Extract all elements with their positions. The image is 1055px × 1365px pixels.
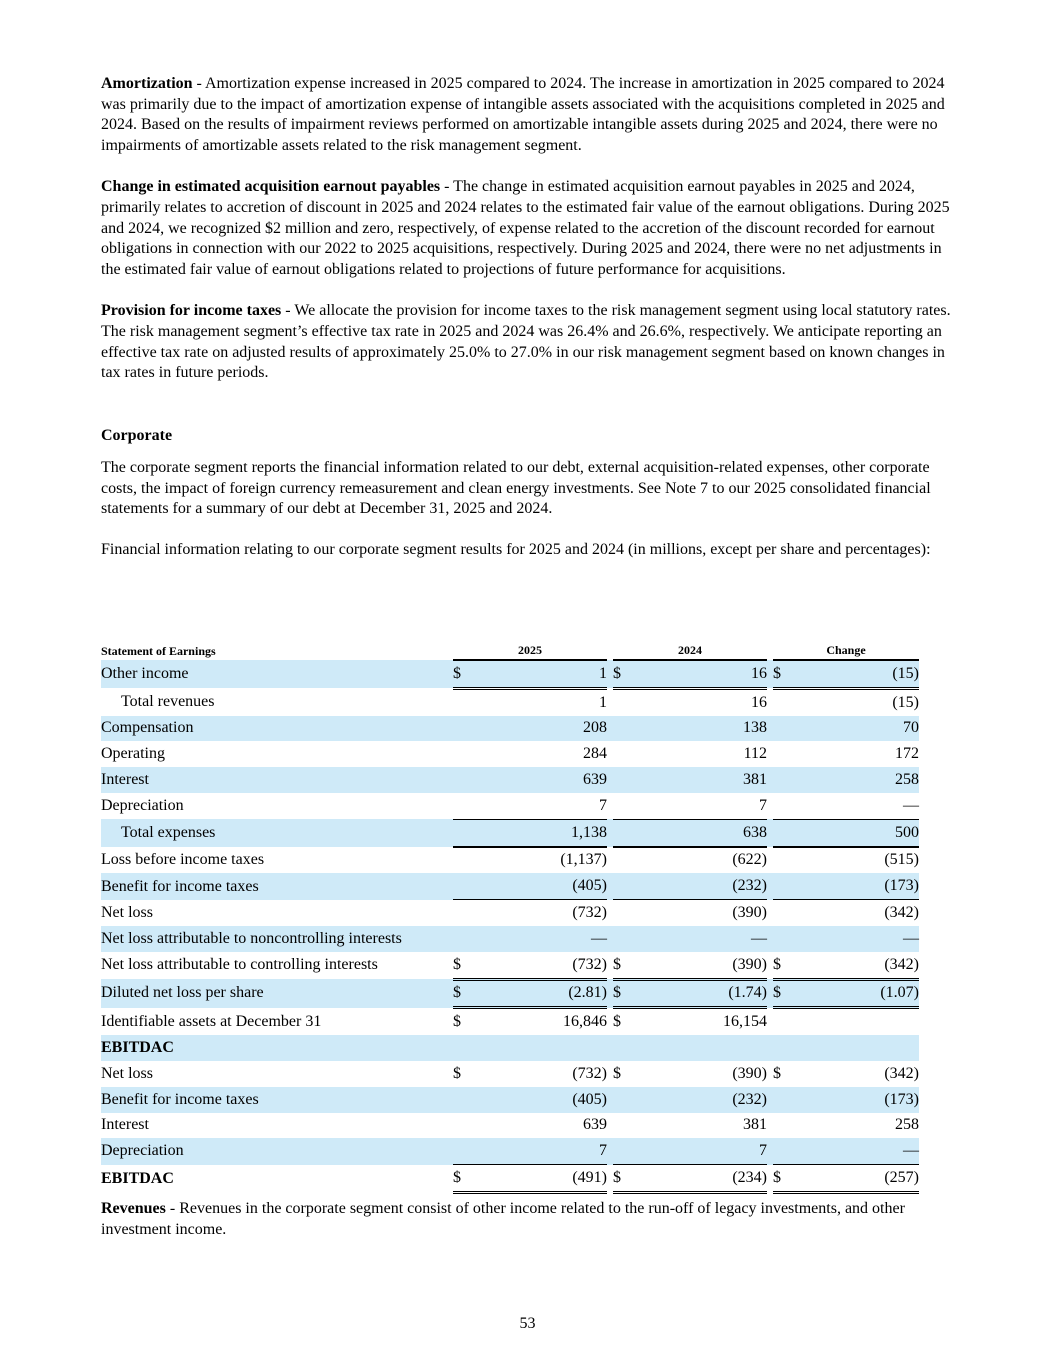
value-2024 [631, 1035, 767, 1061]
table-header-row [101, 640, 919, 660]
value-2025: (732) [572, 904, 607, 922]
value-change: — [791, 926, 919, 952]
table-row [101, 926, 919, 952]
value-2025: (405) [471, 873, 607, 899]
value-2024: 381 [743, 1116, 767, 1134]
value-2024: (232) [631, 1087, 767, 1113]
value-change [791, 1008, 919, 1035]
currency-change [773, 1138, 791, 1164]
table-row [101, 767, 919, 793]
value-2024: 381 [631, 767, 767, 793]
currency-2024 [613, 741, 631, 767]
value-change: — [791, 1138, 919, 1164]
value-2025: 1,138 [471, 819, 607, 846]
currency-2025: $ [453, 1165, 471, 1193]
value-change [791, 1035, 919, 1061]
currency-2025 [453, 873, 471, 899]
row-label: Diluted net loss per share [101, 979, 447, 1008]
currency-2024: $ [613, 979, 631, 1008]
table-row [101, 793, 919, 819]
value-2025: (2.81) [471, 979, 607, 1008]
revenues-paragraph [101, 1199, 958, 1240]
currency-2024 [613, 900, 631, 926]
currency-change: $ [773, 1165, 791, 1193]
row-label: EBITDAC [101, 1169, 174, 1187]
value-2024: (622) [732, 851, 767, 869]
earnout-heading: Change in estimated acquisition earnout payables [101, 178, 441, 196]
value-2024: 112 [743, 745, 767, 763]
currency-change [773, 767, 791, 793]
value-change: (257) [791, 1165, 919, 1193]
value-2025: 7 [471, 793, 607, 819]
financial-intro: Financial information relating to our corporate segment results for 2025 and 2024 (in millions, except per share and percentages): [101, 541, 931, 559]
corporate-section-title: Corporate [101, 427, 173, 445]
table-row [101, 1008, 919, 1035]
value-change: (173) [791, 873, 919, 899]
currency-2024 [613, 1113, 631, 1139]
row-label: Depreciation [101, 1138, 447, 1164]
value-2025: 639 [471, 767, 607, 793]
table-row [101, 847, 919, 874]
value-2025: 7 [471, 1138, 607, 1164]
document-body [101, 74, 958, 561]
currency-change [773, 1008, 791, 1035]
earnout-text: - The change in estimated acquisition earnout payables in 2025 and 2024, primarily relates to accretion of discount in 2025 and 2024 relates to the estimated fair value of the earnout obligations. During 2025 and 2024, we recognized $2 million and zero, respectively, of expense related to the accretion of the discount recorded for earnout obligations in connection with our 2022 to 2025 acquisitions, respectively. During 2025 and 2024, there were no net adjustments in the estimated fair value of earnout obligations related to projections of future performance for acquisitions. [101, 178, 950, 279]
value-2024: 7 [631, 793, 767, 819]
value-2025: (1,137) [560, 851, 607, 869]
value-change: (342) [884, 904, 919, 922]
row-label: Benefit for income taxes [101, 1087, 447, 1113]
table-row [101, 873, 919, 899]
value-2024: 16,154 [723, 1013, 767, 1031]
table-row [101, 1113, 919, 1139]
currency-2024 [613, 847, 631, 874]
currency-2024 [613, 1087, 631, 1113]
currency-2024 [613, 688, 631, 715]
currency-2025 [453, 900, 471, 926]
row-label: Net loss [101, 903, 153, 921]
table-row [101, 819, 919, 846]
value-change: (515) [884, 851, 919, 869]
currency-2024 [613, 1138, 631, 1164]
currency-2024: $ [613, 952, 631, 979]
value-2025: — [471, 926, 607, 952]
table-row [101, 716, 919, 742]
amortization-text: - Amortization expense increased in 2025 compared to 2024. The increase in amortization in 2025 compared to 2024 was primarily due to the impact of amortization expense of intangible assets associated with the acquisitions completed in 2025 and 2024. Based on the results of impairment reviews performed on amortizable intangible assets during 2025 and 2024, there were no impairments of amortizable assets related to the risk management segment. [101, 75, 945, 155]
revenues-text: - Revenues in the corporate segment consist of other income related to the run-off of legacy investments, and other investment income. [101, 1200, 905, 1238]
value-change: (173) [791, 1087, 919, 1113]
value-2024: (234) [631, 1165, 767, 1193]
value-2024: (1.74) [631, 979, 767, 1008]
currency-change [773, 847, 791, 874]
currency-2025 [453, 819, 471, 846]
header-statement-of-earnings: Statement of Earnings [101, 644, 216, 658]
currency-2024 [613, 873, 631, 899]
value-2025: 1 [599, 693, 607, 711]
currency-2025 [453, 767, 471, 793]
currency-2025 [453, 688, 471, 715]
currency-2025 [453, 741, 471, 767]
currency-2024 [613, 819, 631, 846]
currency-2024: $ [613, 1064, 621, 1082]
revenues-heading: Revenues [101, 1200, 166, 1217]
value-change: 70 [791, 716, 919, 742]
currency-2024 [613, 716, 631, 742]
table-row [101, 741, 919, 767]
corporate-segment-table [101, 640, 919, 1194]
row-label: Total revenues [121, 692, 215, 710]
value-2025: (732) [572, 1064, 607, 1082]
value-2025: 284 [583, 745, 607, 763]
table-row [101, 979, 919, 1008]
earnout-paragraph [101, 177, 958, 281]
table-row [101, 660, 919, 688]
page-number: 53 [519, 1315, 536, 1332]
value-change: (15) [791, 660, 919, 688]
value-2025: (405) [471, 1087, 607, 1113]
currency-2024: $ [613, 1165, 631, 1193]
value-2025: (491) [471, 1165, 607, 1193]
currency-2025 [453, 716, 471, 742]
currency-2025: $ [453, 979, 471, 1008]
row-label: Net loss [101, 1064, 153, 1082]
currency-change [773, 926, 791, 952]
row-label: Depreciation [101, 797, 184, 815]
value-change: (15) [892, 693, 919, 711]
taxes-heading: Provision for income taxes [101, 302, 282, 320]
currency-change: $ [773, 660, 791, 688]
row-label: Net loss attributable to controlling interests [101, 956, 378, 974]
currency-2025 [453, 1113, 471, 1139]
row-label: Benefit for income taxes [101, 873, 447, 899]
currency-2024: $ [613, 660, 631, 688]
value-change: — [791, 793, 919, 819]
header-change: Change [773, 640, 919, 660]
currency-change [773, 1087, 791, 1113]
value-2024: — [631, 926, 767, 952]
currency-2024 [613, 767, 631, 793]
currency-2025: $ [453, 660, 471, 688]
currency-change [773, 1113, 791, 1139]
value-2024: (390) [631, 952, 767, 979]
corporate-intro: The corporate segment reports the financial information related to our debt, external acquisition-related expenses, other corporate costs, the impact of foreign currency remeasurement and clean energy investments. See Note 7 to our 2025 consolidated financial statements for a summary of our debt at December 31, 2025 and 2024. [101, 458, 931, 518]
value-change: 258 [895, 1116, 919, 1134]
currency-change [773, 900, 791, 926]
value-change: (1.07) [791, 979, 919, 1008]
taxes-paragraph [101, 301, 958, 384]
header-2024: 2024 [613, 640, 767, 660]
amortization-paragraph [101, 74, 958, 157]
currency-change [773, 716, 791, 742]
currency-change: $ [773, 952, 791, 979]
currency-2024 [613, 793, 631, 819]
value-2024: (390) [732, 904, 767, 922]
row-label: EBITDAC [101, 1035, 447, 1061]
value-change: 258 [791, 767, 919, 793]
currency-change [773, 873, 791, 899]
row-label: Net loss attributable to noncontrolling interests [101, 926, 447, 952]
value-2024: 16 [751, 693, 767, 711]
table-row [101, 952, 919, 979]
row-label: Total expenses [101, 819, 447, 846]
currency-2025 [453, 1035, 471, 1061]
value-2025 [471, 1035, 607, 1061]
currency-change: $ [773, 1064, 781, 1082]
table-row [101, 1138, 919, 1164]
currency-2024 [613, 926, 631, 952]
row-label: Other income [101, 660, 447, 688]
value-2025: 16,846 [563, 1013, 607, 1031]
currency-change [773, 741, 791, 767]
value-change: 172 [895, 745, 919, 763]
value-2025: 1 [471, 660, 607, 688]
value-2025: 639 [583, 1116, 607, 1134]
currency-2024: $ [613, 1013, 621, 1031]
table-row [101, 1035, 919, 1061]
currency-change: $ [773, 979, 791, 1008]
value-change: (342) [884, 1064, 919, 1082]
row-label: Operating [101, 745, 165, 763]
row-label: Loss before income taxes [101, 850, 265, 868]
value-2024: 638 [631, 819, 767, 846]
table-row [101, 900, 919, 926]
currency-change [773, 688, 791, 715]
currency-2025 [453, 1087, 471, 1113]
header-2025: 2025 [453, 640, 607, 660]
currency-2025: $ [453, 1013, 461, 1031]
currency-change [773, 793, 791, 819]
currency-2025 [453, 1138, 471, 1164]
table-row [101, 1061, 919, 1087]
table-row [101, 1087, 919, 1113]
table-row [101, 1165, 919, 1193]
value-2024: (232) [631, 873, 767, 899]
table-row [101, 688, 919, 715]
value-2025: 208 [471, 716, 607, 742]
currency-2025 [453, 926, 471, 952]
row-label: Identifiable assets at December 31 [101, 1012, 322, 1030]
row-label: Interest [101, 1116, 149, 1134]
value-change: (342) [791, 952, 919, 979]
currency-2025: $ [453, 1064, 461, 1082]
value-2024: 7 [631, 1138, 767, 1164]
taxes-text: - We allocate the provision for income taxes to the risk management segment using local statutory rates. The risk management segment’s effective tax rate in 2025 and 2024 was 26.4% and 26.6%, respectively. We anticipate reporting an effective tax rate on adjusted results of approximately 25.0% to 27.0% in our risk management segment based on known changes in tax rates in future periods. [101, 302, 951, 382]
currency-2024 [613, 1035, 631, 1061]
currency-2025 [453, 793, 471, 819]
value-2024: 138 [631, 716, 767, 742]
row-label: Compensation [101, 716, 447, 742]
amortization-heading: Amortization [101, 75, 193, 92]
currency-2025: $ [453, 952, 471, 979]
row-label: Interest [101, 767, 447, 793]
currency-2025 [453, 847, 471, 874]
currency-change [773, 819, 791, 846]
value-change: 500 [791, 819, 919, 846]
value-2024: (390) [732, 1064, 767, 1082]
currency-change [773, 1035, 791, 1061]
value-2025: (732) [471, 952, 607, 979]
value-2024: 16 [631, 660, 767, 688]
